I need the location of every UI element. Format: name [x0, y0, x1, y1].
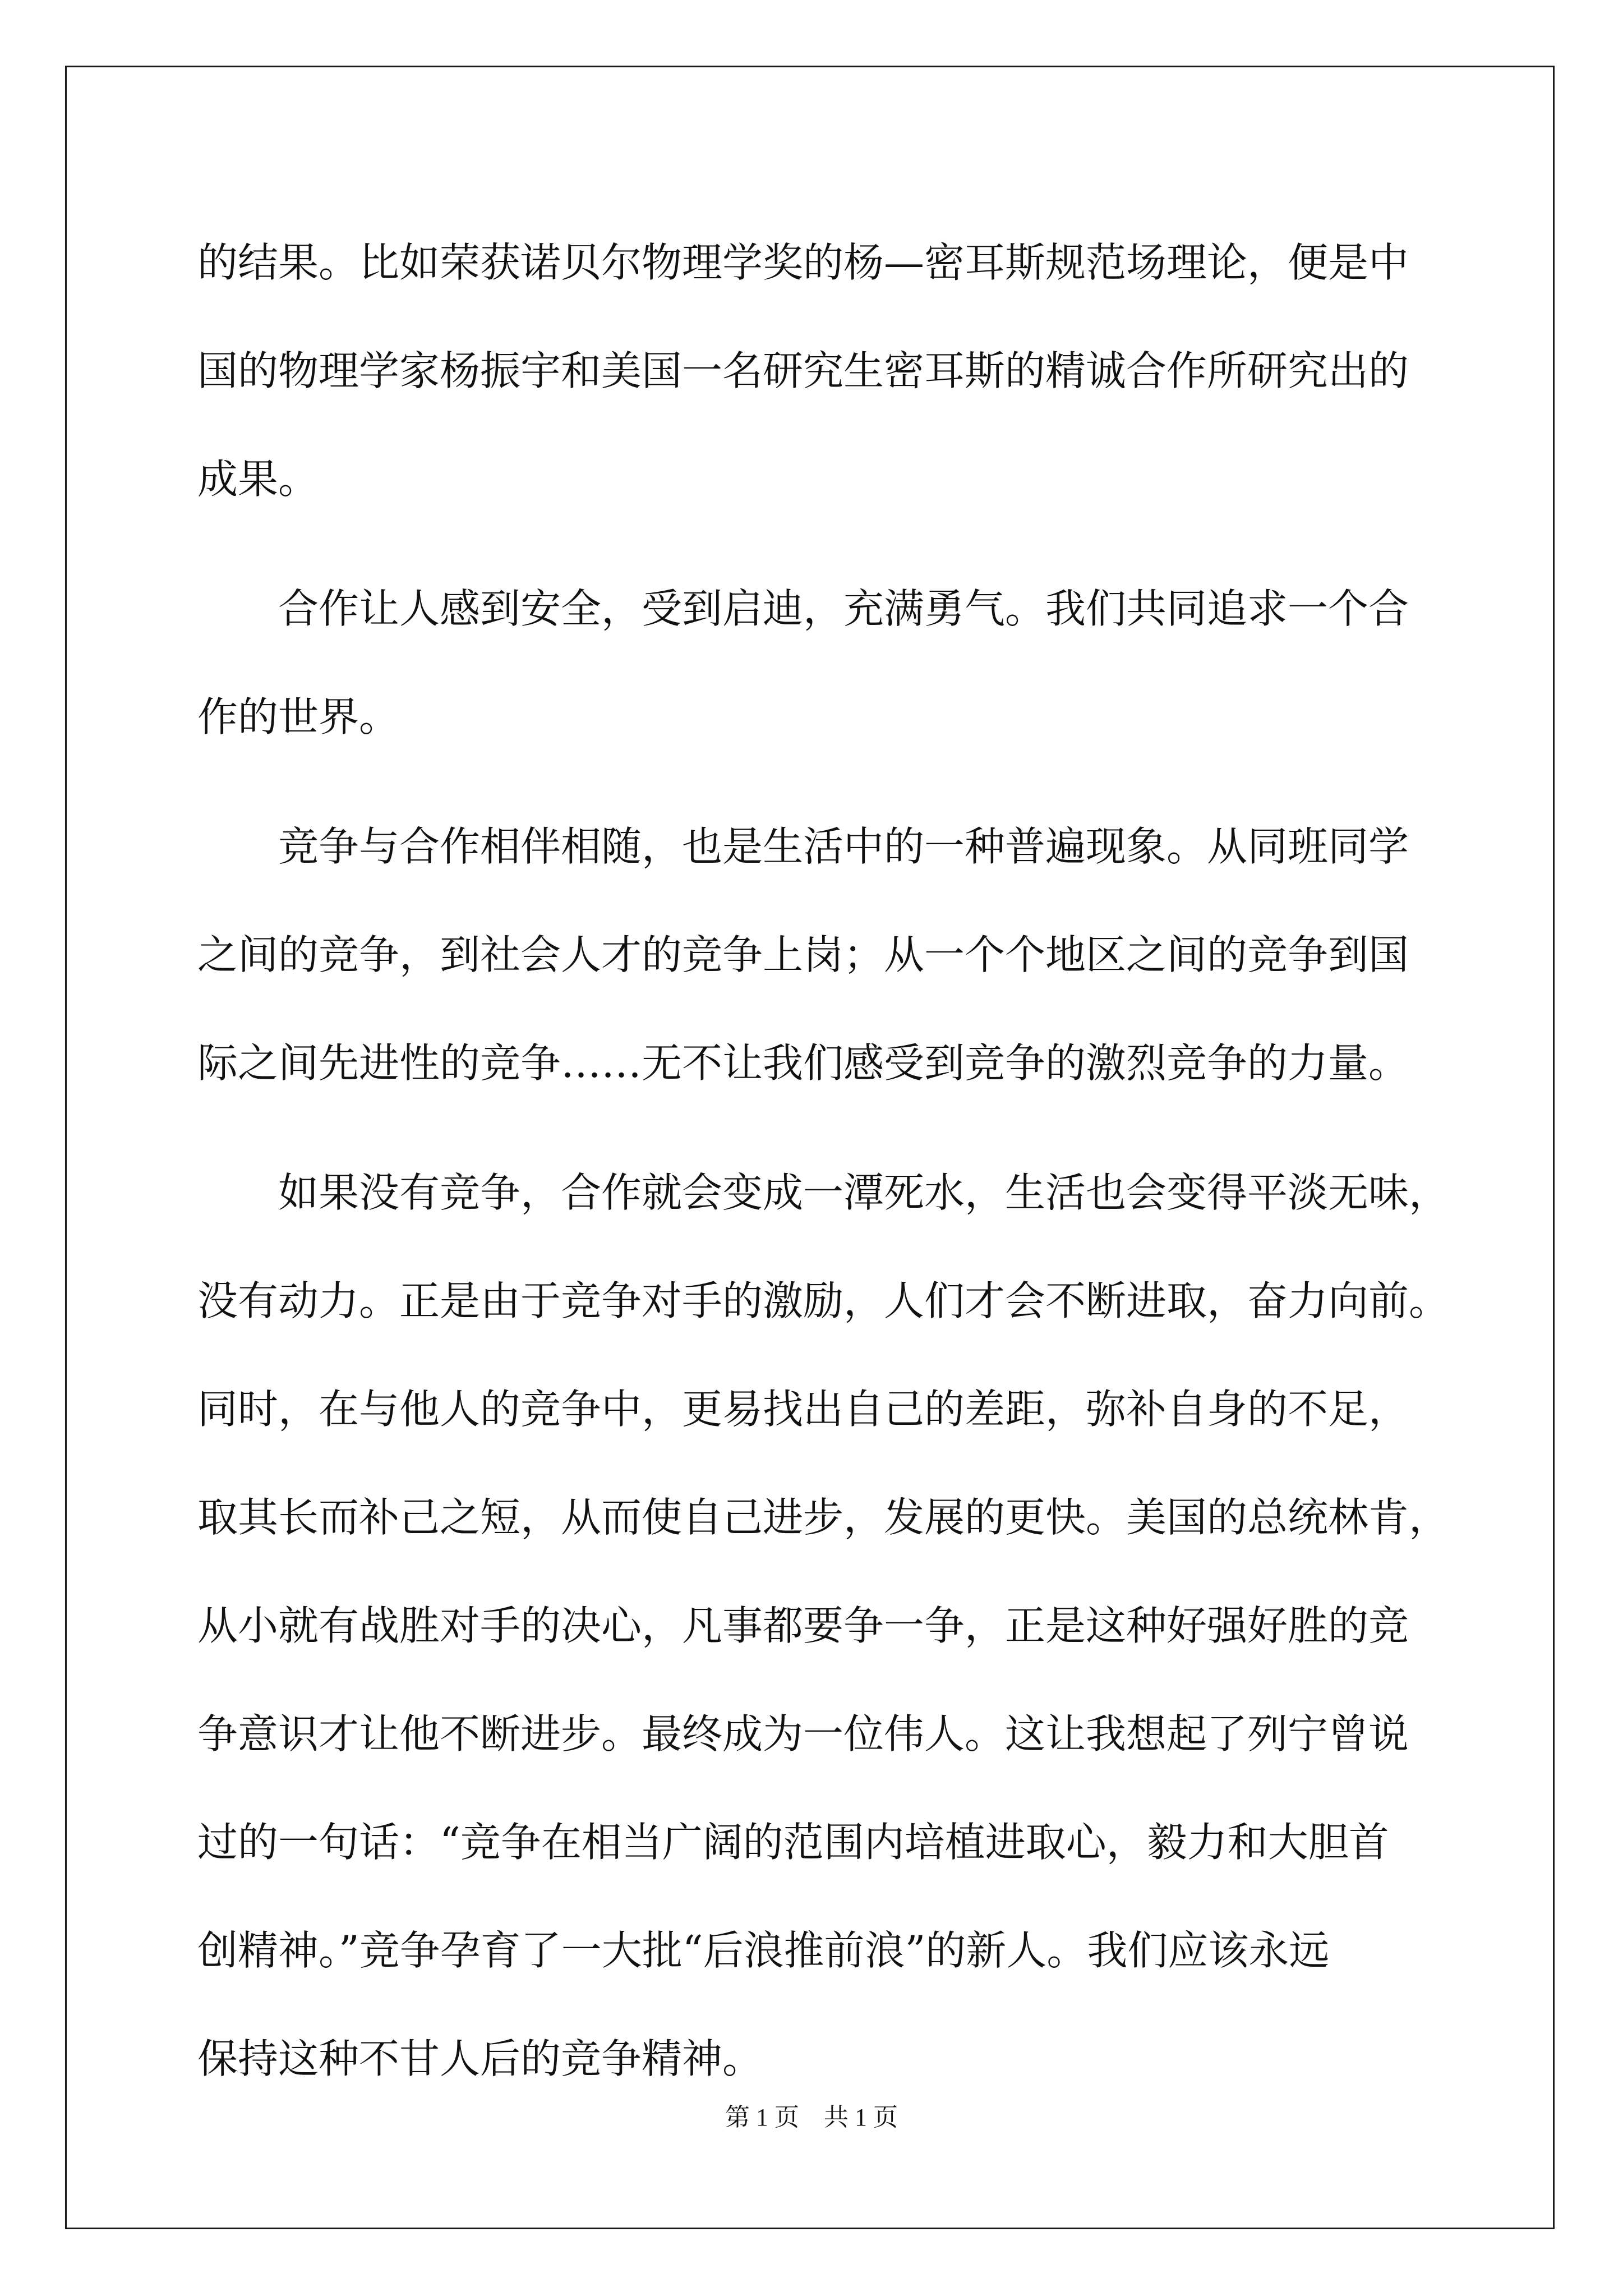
text-line: 如果没有竞争，合作就会变成一潭死水，生活也会变得平淡无味， — [197, 1169, 1450, 1216]
text-line: 际之间先进性的竞争……无不让我们感受到竞争的激烈竞争的力量。 — [197, 1039, 1409, 1087]
text-line: 从小就有战胜对手的决心，凡事都要争一争，正是这种好强好胜的竞 — [197, 1602, 1409, 1649]
page-footer — [0, 2097, 1623, 2133]
text-line: 作的世界。 — [197, 693, 400, 740]
text-line: 的结果。比如荣获诺贝尔物理学奖的杨—密耳斯规范场理论，便是中 — [197, 239, 1409, 286]
text-line: 创精神。”竞争孕育了一大批“后浪推前浪”的新人。我们应该永远 — [197, 1927, 1330, 1974]
text-line: 同时，在与他人的竞争中，更易找出自己的差距，弥补自身的不足， — [197, 1386, 1409, 1433]
text-line: 之间的竞争，到社会人才的竞争上岗；从一个个地区之间的竞争到国 — [197, 931, 1409, 978]
text-line: 保持这种不甘人后的竞争精神。 — [197, 2035, 763, 2082]
page-number: 第 1 页 — [725, 2104, 799, 2131]
text-line: 合作让人感到安全，受到启迪，充满勇气。我们共同追求一个合 — [197, 585, 1409, 632]
page-total: 共 1 页 — [824, 2104, 898, 2131]
text-line: 成果。 — [197, 455, 319, 503]
document-body — [197, 209, 1450, 2113]
text-line: 取其长而补己之短，从而使自己进步，发展的更快。美国的总统林肯， — [197, 1494, 1450, 1541]
text-line: 过的一句话：“竞争在相当广阔的范围内培植进取心，毅力和大胆首 — [197, 1819, 1389, 1866]
text-line: 国的物理学家杨振宇和美国一名研究生密耳斯的精诚合作所研究出的 — [197, 347, 1409, 394]
text-line: 竞争与合作相伴相随，也是生活中的一种普遍现象。从同班同学 — [197, 823, 1409, 870]
text-line: 没有动力。正是由于竞争对手的激励，人们才会不断进取，奋力向前。 — [197, 1277, 1450, 1324]
text-line: 争意识才让他不断进步。最终成为一位伟人。这让我想起了列宁曾说 — [197, 1710, 1409, 1757]
